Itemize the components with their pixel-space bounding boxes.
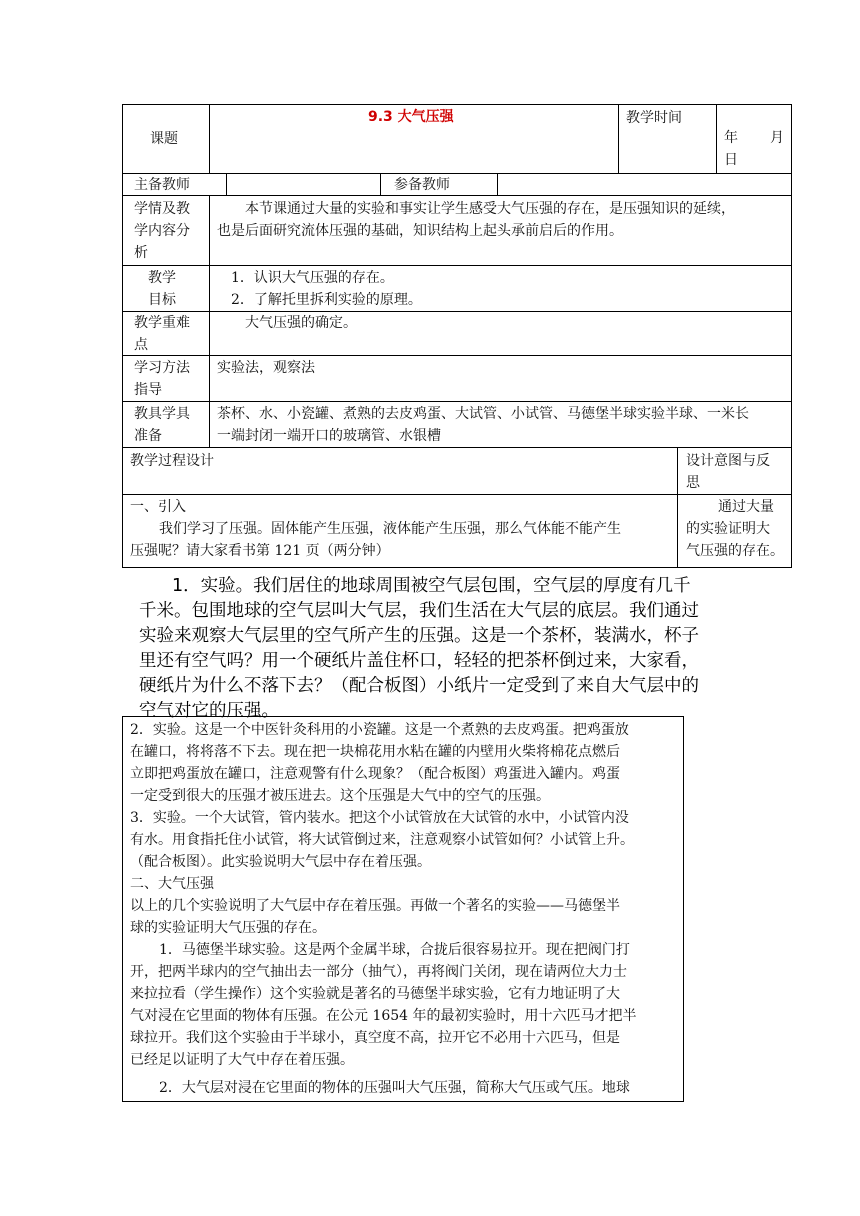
intent-text: 气压强的存在。 <box>686 543 784 559</box>
body-text: 3．实验。一个大试管，管内装水。把这个小试管放在大试管的水中，小试管内没 <box>130 810 629 826</box>
body-text: 2．实验。这是一个中医针灸科用的小瓷罐。这是一个煮熟的去皮鸡蛋。把鸡蛋放 <box>130 722 629 738</box>
year-label: 年 <box>724 130 738 146</box>
intent-header: 设计意图与反 <box>686 453 770 469</box>
intent-header: 思 <box>686 475 700 491</box>
experiment-1-text: 千米。包围地球的空气层叫大气层，我们生活在大气层的底层。我们通过 <box>139 601 699 621</box>
table-rule <box>122 716 123 1101</box>
analysis-text: 也是后面研究流体压强的基础，知识结构上起头承前启后的作用。 <box>217 223 623 239</box>
tools-label: 教具学具 <box>134 406 190 422</box>
intent-text: 通过大量 <box>718 499 774 515</box>
experiment-1-text: 空气对它的压强。 <box>139 701 279 721</box>
table-rule <box>716 104 717 173</box>
assist-teacher-label: 参备教师 <box>394 177 450 193</box>
table-rule <box>122 1101 684 1102</box>
body-text: 球的实验证明大气压强的存在。 <box>130 920 326 936</box>
intent-text: 的实验证明大 <box>686 521 770 537</box>
section-heading: 二、大气压强 <box>130 876 214 892</box>
experiment-1-text: 硬纸片为什么不落下去？（配合板图）小纸片一定受到了来自大气层中的 <box>139 676 699 696</box>
keypoints-value: 大气压强的确定。 <box>245 315 357 331</box>
table-rule <box>122 355 792 356</box>
body-text: 一定受到很大的压强才被压进去。这个压强是大气中的空气的压强。 <box>130 788 550 804</box>
day-label: 日 <box>724 152 738 168</box>
body-text: 开，把两半球内的空气抽出去一部分（抽气），再将阀门关闭，现在请两位大力士 <box>130 964 627 980</box>
intro-title: 一、引入 <box>130 499 186 515</box>
table-rule <box>618 104 619 173</box>
table-rule <box>122 173 792 174</box>
body-text: 已经足以证明了大气中存在着压强。 <box>130 1052 354 1068</box>
body-text: 以上的几个实验说明了大气层中存在着压强。再做一个著名的实验——马德堡半 <box>130 898 620 914</box>
topic-label: 课题 <box>150 131 178 147</box>
goals-label: 目标 <box>148 292 176 308</box>
tools-label: 准备 <box>134 428 162 444</box>
table-rule <box>677 447 678 567</box>
keypoints-label: 点 <box>134 337 148 353</box>
goals-label: 教学 <box>148 270 176 286</box>
teaching-time-label: 教学时间 <box>626 110 682 126</box>
analysis-label: 学情及教 <box>134 201 190 217</box>
methods-label: 指导 <box>134 382 162 398</box>
body-text: 来拉拉看（学生操作）这个实验就是著名的马德堡半球实验，它有力地证明了大 <box>130 986 620 1002</box>
analysis-text: 本节课通过大量的实验和事实让学生感受大气压强的存在，是压强知识的延续， <box>245 201 735 217</box>
body-text: 气对浸在它里面的物体有压强。在公元 1654 年的最初实验时，用十六匹马才把半 <box>130 1008 637 1024</box>
goal-item: 1．认识大气压强的存在。 <box>231 270 394 286</box>
body-text: 球拉开。我们这个实验由于半球小，真空度不高，拉开它不必用十六匹马，但是 <box>130 1030 620 1046</box>
month-label: 月 <box>770 130 784 146</box>
methods-label: 学习方法 <box>134 360 190 376</box>
table-rule <box>122 494 792 495</box>
body-text: 有水。用食指托住小试管，将大试管倒过来，注意观察小试管如何？小试管上升。 <box>130 832 634 848</box>
goal-item: 2．了解托里拆利实验的原理。 <box>231 292 422 308</box>
experiment-1-text: 1．实验。我们居住的地球周围被空气层包围，空气层的厚度有几千 <box>172 576 691 596</box>
keypoints-label: 教学重难 <box>134 315 190 331</box>
methods-value: 实验法，观察法 <box>217 360 315 376</box>
lesson-title: 9.3 大气压强 <box>368 109 454 125</box>
table-rule <box>791 104 792 567</box>
table-rule <box>497 173 498 195</box>
tools-text: 一端封闭一端开口的玻璃管、水银槽 <box>217 428 441 444</box>
table-rule <box>122 311 792 312</box>
process-header: 教学过程设计 <box>130 453 214 469</box>
table-rule <box>122 104 792 105</box>
experiment-1-text: 里还有空气吗？用一个硬纸片盖住杯口，轻轻的把茶杯倒过来，大家看， <box>139 651 699 671</box>
body-text: （配合板图）。此实验说明大气层中存在着压强。 <box>130 854 431 870</box>
lead-teacher-label: 主备教师 <box>134 177 190 193</box>
table-rule <box>683 716 684 1101</box>
intro-text: 我们学习了压强。固体能产生压强，液体能产生压强，那么气体能不能产生 <box>159 521 621 537</box>
table-rule <box>209 104 210 173</box>
intro-text: 压强呢？请大家看书第 121 页（两分钟） <box>130 543 390 559</box>
table-rule <box>122 447 792 448</box>
table-rule <box>122 567 792 568</box>
experiment-1-text: 实验来观察大气层里的空气所产生的压强。这是一个茶杯，装满水，杯子 <box>139 626 699 646</box>
table-rule <box>122 265 792 266</box>
body-text: 在罐口，将将落不下去。现在把一块棉花用水粘在罐的内壁用火柴将棉花点燃后 <box>130 744 620 760</box>
body-text: 2．大气层对浸在它里面的物体的压强叫大气压强，简称大气压或气压。地球 <box>159 1080 630 1096</box>
table-rule <box>226 173 227 195</box>
body-text: 立即把鸡蛋放在罐口，注意观警有什么现象？（配合板图）鸡蛋进入罐内。鸡蛋 <box>130 766 620 782</box>
analysis-label: 析 <box>134 245 148 261</box>
table-rule <box>122 195 792 196</box>
table-rule <box>380 173 381 195</box>
body-text: 1．马德堡半球实验。这是两个金属半球，合拢后很容易拉开。现在把阀门打 <box>159 942 630 958</box>
table-rule <box>122 104 123 567</box>
table-rule <box>122 401 792 402</box>
table-rule <box>209 195 210 447</box>
tools-text: 茶杯、水、小瓷罐、煮熟的去皮鸡蛋、大试管、小试管、马德堡半球实验半球、一米长 <box>217 406 749 422</box>
analysis-label: 学内容分 <box>134 223 190 239</box>
